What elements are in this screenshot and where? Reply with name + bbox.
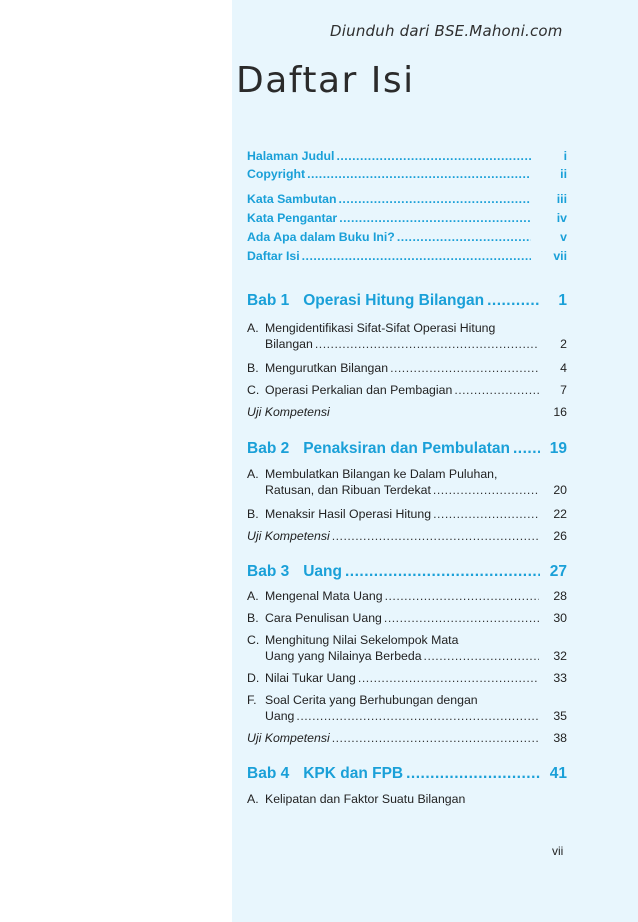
toc-entry-page: ii [560,167,567,181]
chapter-page: 19 [549,440,567,457]
chapter-4-section [247,765,567,809]
chapter-number: Bab 2 [247,440,290,457]
chapter-1-section [247,292,567,422]
entry-text: Nilai Tukar Uang [265,671,356,685]
entry-text: Kelipatan dan Faktor Suatu Bilangan [265,792,466,806]
toc-entry-page: 20 [553,483,567,497]
toc-entry[interactable] [247,248,567,267]
toc-entry[interactable] [247,382,567,404]
entry-text: Menaksir Hasil Operasi Hitung [265,507,432,521]
chapter-title: KPK dan FPB [303,765,404,782]
toc-entry[interactable] [247,229,567,248]
dot-leader [433,506,539,522]
entry-letter: D. [247,671,260,685]
toc-entry-page: 33 [553,671,567,685]
toc-entry[interactable] [247,791,567,809]
page-title: Daftar Isi [236,60,415,101]
chapter-title: Penaksiran dan Pembulatan [303,440,510,457]
front-matter-list [247,148,567,267]
toc-entry[interactable] [247,670,567,692]
dot-leader [315,336,539,352]
toc-entry[interactable] [247,610,567,632]
toc-entry[interactable] [247,166,567,191]
toc-entry-page: iv [556,211,567,225]
entry-text: Mengidentifikasi Sifat-Sifat Operasi Hitung [265,321,496,335]
toc-entry[interactable] [247,506,567,528]
dot-leader [397,229,531,245]
dot-leader [336,148,531,164]
entry-letter: A. [247,589,259,603]
entry-letter: F. [247,693,257,707]
chapter-title: Operasi Hitung Bilangan [303,292,485,309]
chapter-heading[interactable] [247,292,567,314]
toc-entry[interactable] [247,320,567,360]
chapter-2-section [247,440,567,546]
entry-text: Menghitung Nilai Sekelompok Mata [265,633,459,647]
toc-entry-label: Copyright [247,167,306,181]
toc-entry[interactable] [247,148,567,166]
dot-leader [406,765,540,783]
dot-leader [424,648,539,664]
toc-entry-page: 16 [553,405,567,419]
entry-text: Mengurutkan Bilangan [265,361,389,375]
chapter-page: 1 [558,292,567,309]
dot-leader [302,248,531,264]
toc-entry-label: Ada Apa dalam Buku Ini? [247,230,395,244]
toc-entry-page: 22 [553,507,567,521]
entry-letter: A. [247,467,259,481]
entry-text: Mengenal Mata Uang [265,589,383,603]
chapter-number: Bab 3 [247,563,290,580]
entry-text-cont: Bilangan [265,337,313,351]
chapter-heading[interactable] [247,765,567,787]
dot-leader [358,670,539,686]
entry-text: Membulatkan Bilangan ke Dalam Puluhan, [265,467,498,481]
entry-letter: C. [247,383,260,397]
toc-entry-label: Halaman Judul [247,149,335,163]
chapter-number: Bab 4 [247,765,290,782]
toc-entry-page: 30 [553,611,567,625]
entry-text-cont: Uang yang Nilainya Berbeda [265,649,422,663]
entry-text-cont: Uang [265,709,295,723]
chapter-3-section [247,563,567,748]
dot-leader [454,382,539,398]
toc-entry[interactable] [247,404,567,422]
toc-entry[interactable] [247,360,567,382]
dot-leader [339,210,531,226]
test-label: Uji Kompetensi [247,731,330,745]
toc-entry[interactable] [247,588,567,610]
dot-leader [513,440,540,458]
source-watermark: Diunduh dari BSE.Mahoni.com [330,22,563,40]
toc-entry[interactable] [247,191,567,210]
test-label: Uji Kompetensi [247,529,330,543]
test-label: Uji Kompetensi [247,405,330,419]
page-number: vii [552,844,564,858]
entry-text: Soal Cerita yang Berhubungan dengan [265,693,478,707]
dot-leader [385,588,539,604]
dot-leader [433,482,539,498]
toc-entry-page: vii [553,249,567,263]
toc-entry-page: v [560,230,567,244]
toc-entry-page: 2 [560,337,567,351]
toc-entry-label: Kata Pengantar [247,211,338,225]
dot-leader [345,563,540,581]
entry-letter: A. [247,321,259,335]
toc-entry[interactable] [247,466,567,506]
dot-leader [384,610,539,626]
chapter-page: 27 [549,563,567,580]
toc-entry-label: Kata Sambutan [247,192,337,206]
dot-leader [390,360,539,376]
toc-entry[interactable] [247,730,567,748]
toc-entry-page: 32 [553,649,567,663]
dot-leader [296,708,539,724]
toc-entry[interactable] [247,210,567,229]
entry-letter: B. [247,361,259,375]
toc-entry-page: i [563,149,567,163]
entry-letter: B. [247,507,259,521]
toc-entry-page: 4 [560,361,567,375]
dot-leader [487,292,540,310]
dot-leader [307,166,531,182]
toc-entry[interactable] [247,692,567,730]
dot-leader [332,528,539,544]
chapter-title: Uang [303,563,342,580]
toc-entry-label: Daftar Isi [247,249,300,263]
toc-entry-page: 7 [560,383,567,397]
toc-entry[interactable] [247,632,567,670]
dot-leader [339,191,531,207]
entry-letter: B. [247,611,259,625]
toc-entry-page: 26 [553,529,567,543]
toc-entry-page: 35 [553,709,567,723]
entry-letter: A. [247,792,259,806]
chapter-heading[interactable] [247,563,567,585]
toc-entry-page: 38 [553,731,567,745]
chapter-page: 41 [549,765,567,782]
entry-text-cont: Ratusan, dan Ribuan Terdekat [265,483,431,497]
entry-text: Cara Penulisan Uang [265,611,382,625]
toc-entry-page: iii [556,192,567,206]
toc-entry-page: 28 [553,589,567,603]
chapter-number: Bab 1 [247,292,290,309]
toc-entry[interactable] [247,528,567,546]
chapter-heading[interactable] [247,440,567,462]
dot-leader [332,730,539,746]
entry-letter: C. [247,633,260,647]
entry-text: Operasi Perkalian dan Pembagian [265,383,453,397]
